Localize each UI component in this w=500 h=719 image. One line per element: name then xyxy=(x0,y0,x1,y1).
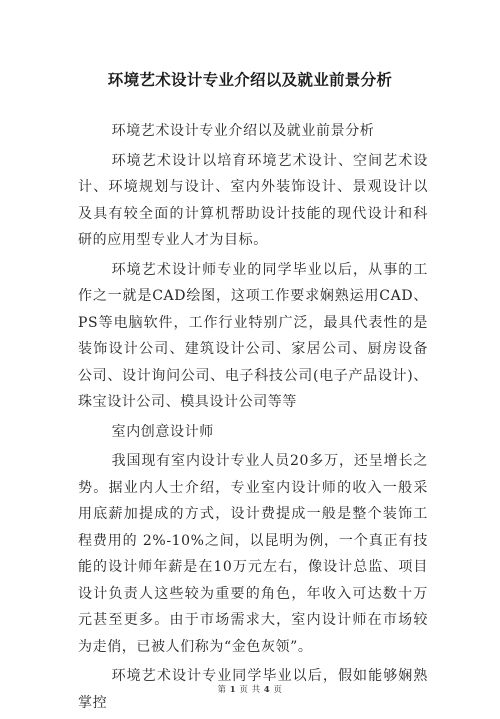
document-title: 环境艺术设计专业介绍以及就业前景分析 xyxy=(107,70,393,89)
footer-page-number: 1 xyxy=(229,685,237,695)
footer-middle: 页 共 xyxy=(239,685,261,695)
document-body xyxy=(78,118,428,719)
footer-prefix: 第 xyxy=(217,685,227,695)
section-heading: 室内创意设计师 xyxy=(111,423,214,440)
footer-total-pages: 4 xyxy=(263,685,271,695)
footer-suffix: 页 xyxy=(273,685,283,695)
page-footer xyxy=(0,683,500,695)
paragraph: 环境艺术设计以培育环境艺术设计、空间艺术设计、环境规划与设计、室内外装饰设计、景观设计以及具有较全面的计算机帮助设计技能的现代设计和科研的应用型专业人才为目标。 xyxy=(78,152,428,248)
paragraph: 环境艺术设计师专业的同学毕业以后，从事的工作之一就是CAD绘图，这项工作要求娴熟运用CAD、PS等电脑软件，工作行业特别广泛，最具代表性的是装饰设计公司、建筑设计公司、家居公司、厨房设备公司、设计询问公司、电子科技公司(电子产品设计)、珠宝设计公司、模具设计公司等等 xyxy=(78,261,428,410)
paragraph: 环境艺术设计专业同学毕业以后，假如能够娴熟掌控 xyxy=(78,668,428,711)
paragraph-heading: 环境艺术设计专业介绍以及就业前景分析 xyxy=(111,123,375,139)
paragraph: 我国现有室内设计专业人员20多万，还呈增长之势。据业内人士介绍，专业室内设计师的收入一般采用底薪加提成的方式，设计费提成一般是整个装饰工程费用的 2%-10%之间，以昆明为例，一个真正有技能的设计师年薪是在10万元左右，像设计总监、项目设计负责人这些较为重要的角色，年收入可达数十万元甚至更多。由于市场需求大，室内设计师在市场较为走俏，已被人们称为“金色灰领”。 xyxy=(78,453,428,655)
